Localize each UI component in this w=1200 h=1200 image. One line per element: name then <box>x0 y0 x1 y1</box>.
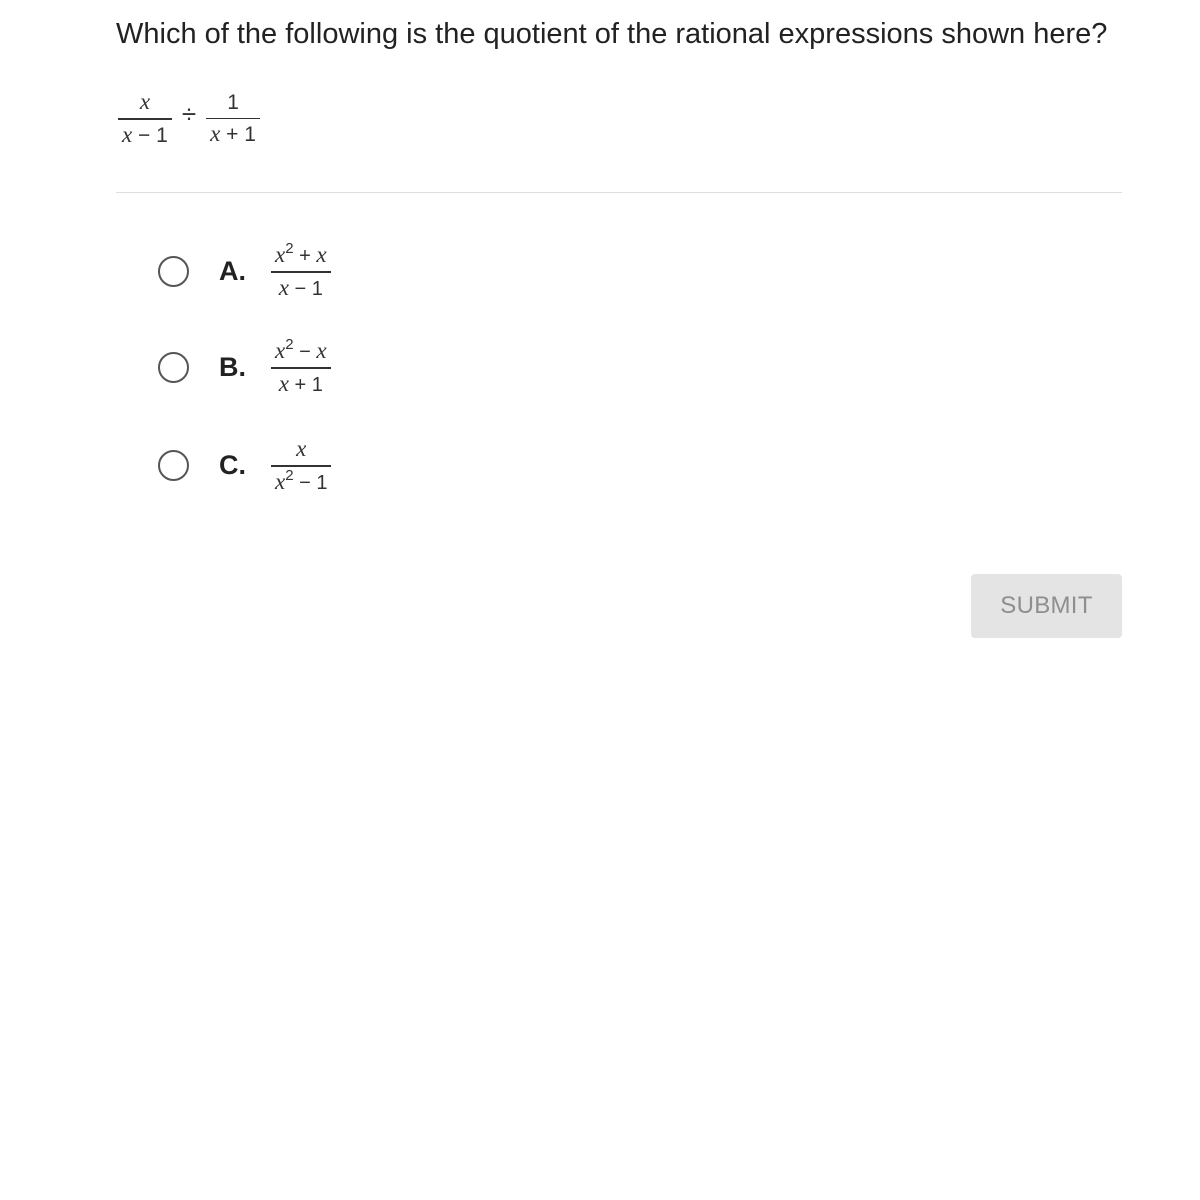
choice-b-denominator-rest: + 1 <box>288 373 323 396</box>
choice-b-numerator-variable-2: x <box>316 338 327 363</box>
choice-c-fraction <box>271 437 331 495</box>
choice-a[interactable] <box>158 240 331 301</box>
right-numerator: 1 <box>227 90 239 114</box>
fraction-bar <box>206 118 260 120</box>
choice-b[interactable] <box>158 336 331 397</box>
choice-a-numerator-operator: + <box>293 245 317 267</box>
radio-button-a[interactable] <box>158 256 189 287</box>
left-denominator <box>118 123 172 148</box>
fraction-bar <box>271 465 331 467</box>
choice-b-exponent: 2 <box>285 336 294 353</box>
fraction-bar <box>271 367 331 369</box>
right-fraction <box>206 91 260 148</box>
choice-c-exponent: 2 <box>285 466 294 484</box>
choice-c-letter: C. <box>219 450 246 481</box>
left-numerator-variable: x <box>139 89 151 114</box>
choice-b-fraction <box>271 336 331 397</box>
submit-button[interactable]: SUBMIT <box>971 574 1122 638</box>
choice-b-denominator-variable: x <box>278 370 289 396</box>
choice-a-denominator <box>275 276 327 301</box>
choice-c-numerator <box>292 437 310 462</box>
choice-b-letter: B. <box>219 352 246 383</box>
choice-c-denominator <box>271 466 331 495</box>
choice-a-numerator-variable: x <box>275 242 286 267</box>
division-operator: ÷ <box>181 99 197 130</box>
choice-c[interactable] <box>158 437 331 495</box>
right-denominator-variable: x <box>210 121 221 146</box>
choice-b-numerator-operator: − <box>293 341 317 363</box>
right-denominator-rest: + 1 <box>220 123 256 146</box>
radio-button-c[interactable] <box>158 450 189 481</box>
choice-a-numerator <box>271 240 331 268</box>
choice-c-denominator-rest: − 1 <box>293 471 328 494</box>
choice-c-numerator-variable: x <box>296 436 307 461</box>
choice-c-denominator-variable: x <box>275 468 286 494</box>
choice-a-exponent: 2 <box>285 240 294 257</box>
fraction-bar <box>118 118 172 120</box>
fraction-bar <box>271 271 331 273</box>
radio-button-b[interactable] <box>158 352 189 383</box>
rational-expression <box>118 90 260 148</box>
choice-a-denominator-rest: − 1 <box>288 277 323 300</box>
question-text: Which of the following is the quotient of the rational expressions shown here? <box>116 18 1108 50</box>
choice-a-letter: A. <box>219 256 246 287</box>
choice-a-denominator-variable: x <box>278 274 289 300</box>
right-denominator <box>206 122 260 147</box>
choice-b-denominator <box>275 372 327 397</box>
left-fraction <box>118 90 172 148</box>
section-divider <box>116 192 1122 193</box>
choice-b-numerator-variable: x <box>275 338 286 363</box>
choice-a-numerator-variable-2: x <box>316 242 327 267</box>
choice-a-fraction <box>271 240 331 301</box>
left-numerator <box>136 90 154 115</box>
left-denominator-rest: − 1 <box>132 123 168 147</box>
left-denominator-variable: x <box>122 121 133 147</box>
choice-b-numerator <box>271 336 331 364</box>
